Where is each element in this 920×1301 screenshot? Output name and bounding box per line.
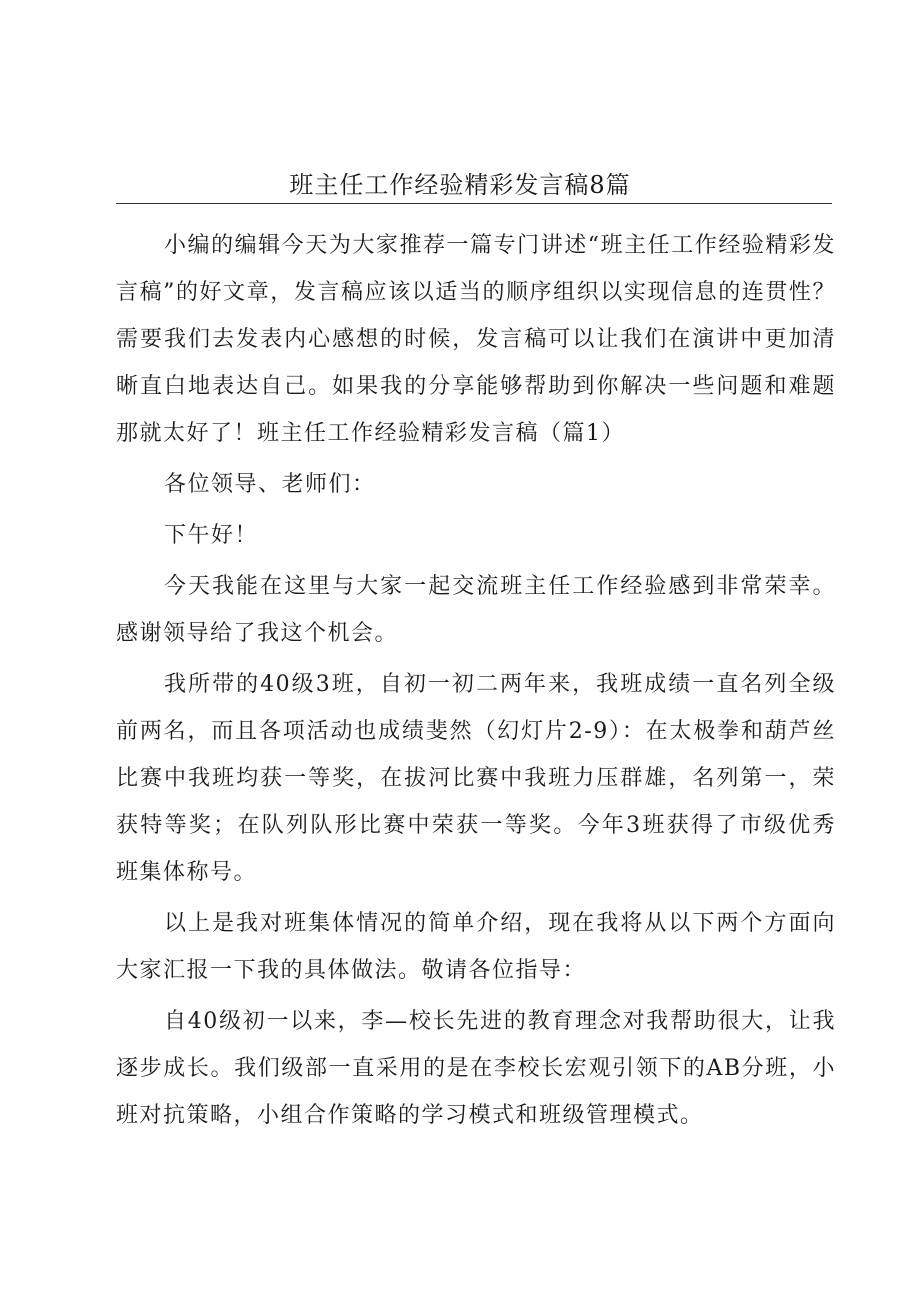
title-divider [116, 203, 832, 204]
paragraph-class-achievements: 我所带的40级3班，自初一初二两年来，我班成绩一直名列全级前两名，而且各项活动也成绩斐然（幻灯片2-9）：在太极拳和葫芦丝比赛中我班均获一等奖，在拔河比赛中我班力压群雄，名列第一，荣获特等奖；在队列队形比赛中荣获一等奖。今年3班获得了市级优秀班集体称号。 [116, 672, 836, 885]
paragraph-greeting: 下午好！ [164, 523, 259, 548]
paragraph-management-model: 自40级初一以来，李—校长先进的教育理念对我帮助很大，让我逐步成长。我们级部一直采用的是在李校长宏观引领下的AB分班，小班对抗策略，小组合作策略的学习模式和班级管理模式。 [116, 1009, 836, 1128]
document-title: 班主任工作经验精彩发言稿8篇 [289, 171, 631, 199]
paragraph-thanks: 今天我能在这里与大家一起交流班主任工作经验感到非常荣幸。感谢领导给了我这个机会。 [116, 574, 836, 646]
paragraph-intro: 小编的编辑今天为大家推荐一篇专门讲述“班主任工作经验精彩发言稿”的好文章，发言稿应该以适当的顺序组织以实现信息的连贯性？需要我们去发表内心感想的时候，发言稿可以让我们在演讲中更加清晰直白地表达自己。如果我的分享能够帮助到你解决一些问题和难题那就太好了！班主任工作经验精彩发言稿（篇1） [116, 233, 836, 446]
document-body [116, 222, 836, 1143]
paragraph-salutation: 各位领导、老师们： [164, 472, 376, 497]
paragraph-overview: 以上是我对班集体情况的简单介绍，现在我将从以下两个方面向大家汇报一下我的具体做法。敬请各位指导： [116, 911, 836, 983]
